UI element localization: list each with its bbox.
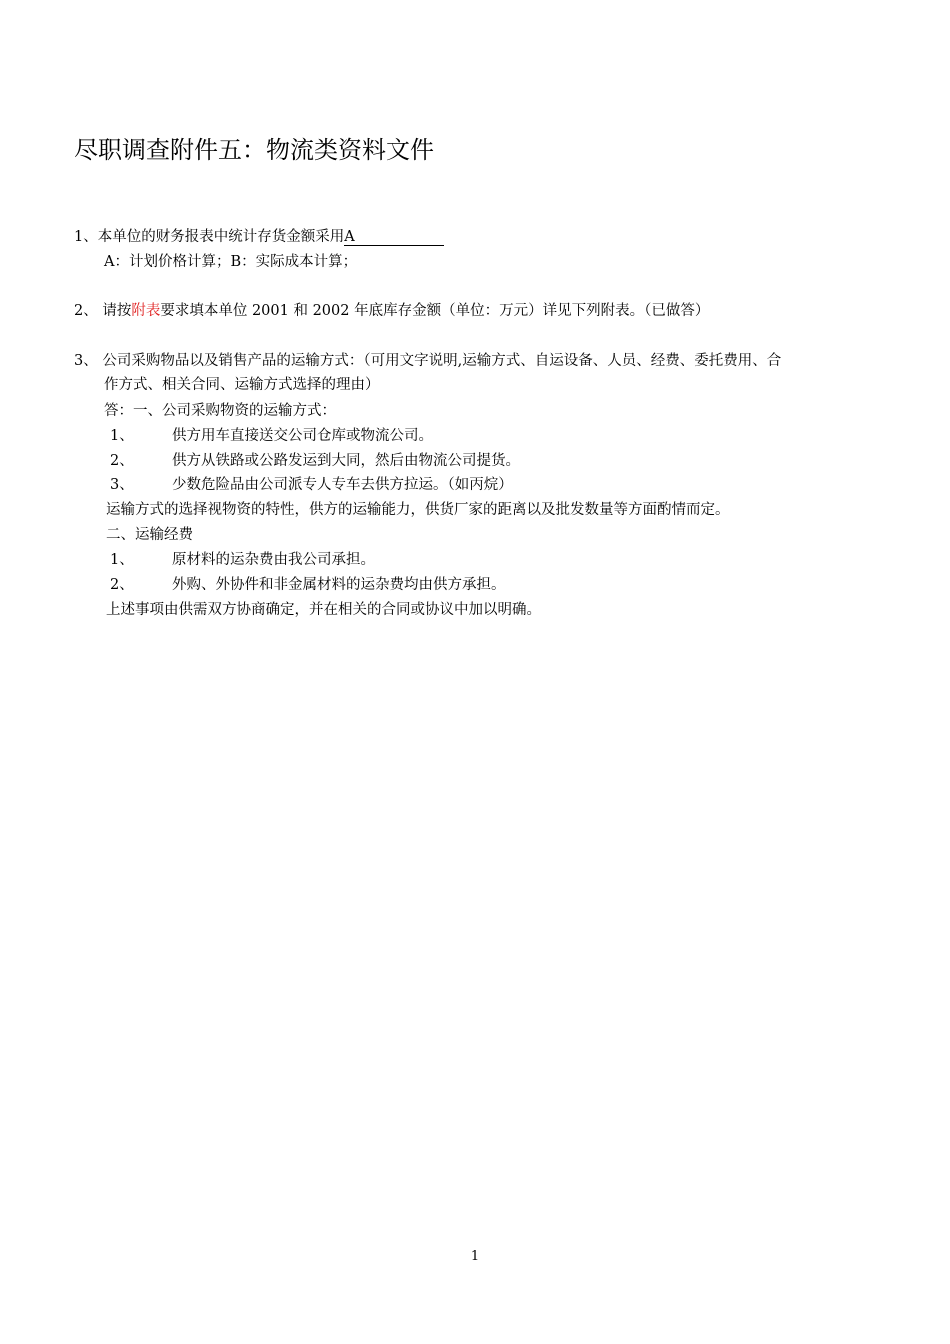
list-item-number: 1、 — [110, 428, 134, 444]
question-1-answer: A — [344, 229, 355, 245]
list-item — [110, 426, 433, 446]
question-3-line-1: 3、 公司采购物品以及销售产品的运输方式：（可用文字说明,运输方式、自运设备、人员、经费、委托费用、合 — [74, 353, 782, 369]
list-item-text: 供方从铁路或公路发运到大同，然后由物流公司提货。 — [172, 453, 520, 469]
section-2-heading: 二、运输经费 — [106, 527, 193, 543]
answer-heading: 答：一、公司采购物资的运输方式： — [104, 403, 336, 419]
question-2-pre: 2、 请按 — [74, 303, 132, 319]
list-item-text: 外购、外协件和非金属材料的运杂费均由供方承担。 — [172, 577, 506, 593]
question-1-options: A：计划价格计算；B：实际成本计算； — [104, 254, 358, 270]
list-item-text: 供方用车直接送交公司仓库或物流公司。 — [172, 428, 433, 444]
list-item-number: 2、 — [110, 453, 134, 469]
question-1-text: 1、本单位的财务报表中统计存货金额采用 — [74, 229, 345, 245]
list-item-text: 少数危险品由公司派专人专车去供方拉运。（如丙烷） — [172, 477, 513, 493]
question-2 — [74, 301, 709, 321]
question-1 — [74, 227, 444, 247]
list-item — [110, 550, 375, 570]
appendix-link[interactable]: 附表 — [131, 303, 161, 319]
list-item-number: 3、 — [110, 477, 134, 493]
question-3-line-2: 作方式、相关合同、运输方式选择的理由） — [104, 377, 380, 393]
question-1-answer-blank — [344, 229, 444, 246]
list-item — [110, 451, 520, 471]
list-item — [110, 575, 506, 595]
list-item-number: 2、 — [110, 577, 134, 593]
list-item-text: 原材料的运杂费由我公司承担。 — [172, 552, 375, 568]
closing-note: 上述事项由供需双方协商确定，并在相关的合同或协议中加以明确。 — [106, 602, 541, 618]
page-number: 1 — [470, 1249, 480, 1264]
list-item-number: 1、 — [110, 552, 134, 568]
page-title: 尽职调查附件五：物流类资料文件 — [74, 136, 434, 164]
list-item — [110, 475, 513, 495]
transport-note: 运输方式的选择视物资的特性，供方的运输能力，供货厂家的距离以及批发数量等方面酌情而定。 — [106, 502, 730, 518]
question-2-post: 要求填本单位 2001 和 2002 年底库存金额（单位：万元）详见下列附表。（已做答） — [160, 303, 710, 319]
